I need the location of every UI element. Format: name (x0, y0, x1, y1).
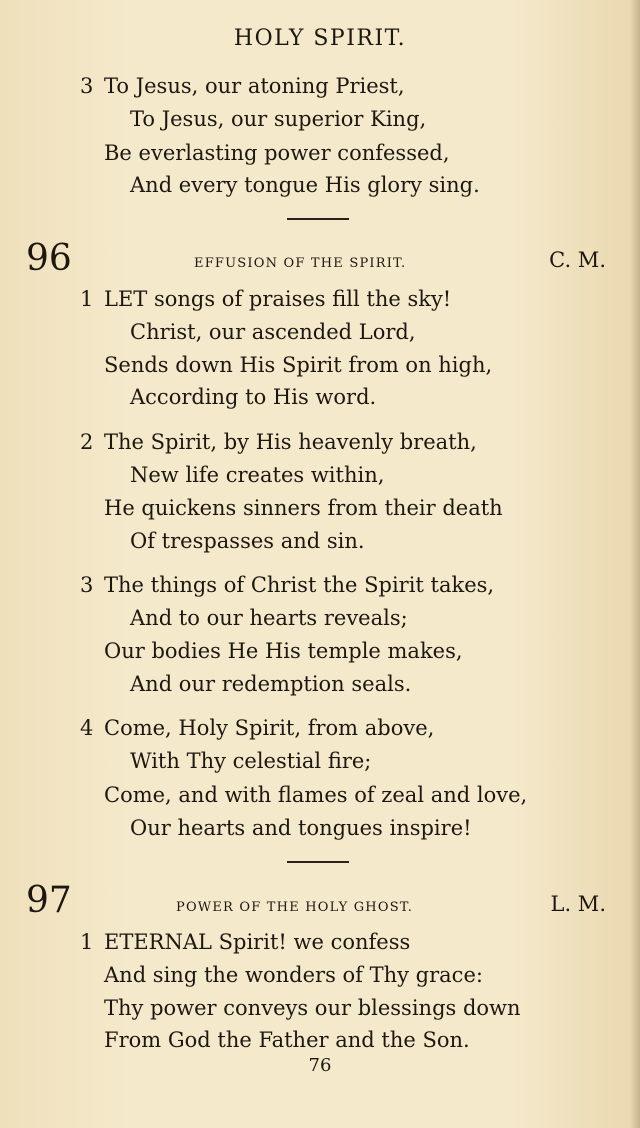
hymn-line: To Jesus, our superior King, (130, 107, 427, 131)
hymn-line: Sends down His Spirit from on high, (104, 353, 493, 377)
hymn-line: Of trespasses and sin. (130, 529, 365, 553)
stanza-number: 2 (80, 430, 94, 454)
hymn-number: 97 (26, 880, 72, 921)
hymn-line: Thy power conveys our blessings down (104, 996, 521, 1020)
hymn-line: Be everlasting power confessed, (104, 141, 450, 165)
hymn-line: He quickens sinners from their death (104, 496, 503, 520)
stanza-number: 4 (80, 716, 94, 740)
hymn-line: Our hearts and tongues inspire! (130, 816, 472, 840)
hymn-title: POWER OF THE HOLY GHOST. (176, 900, 414, 915)
section-divider (287, 218, 349, 220)
hymn-line: New life creates within, (130, 463, 385, 487)
hymn-line: With Thy celestial fire; (130, 749, 372, 773)
hymn-line: The things of Christ the Spirit takes, (104, 573, 495, 597)
hymn-line: And to our hearts reveals; (130, 606, 408, 630)
stanza-number: 1 (80, 930, 94, 954)
hymn-line: Come, Holy Spirit, from above, (104, 716, 435, 740)
hymn-line: And our redemption seals. (130, 672, 412, 696)
hymn-line: And every tongue His glory sing. (130, 173, 480, 197)
hymn-line: To Jesus, our atoning Priest, (104, 74, 405, 98)
hymn-line: Come, and with flames of zeal and love, (104, 783, 528, 807)
stanza-number: 3 (80, 74, 94, 98)
hymn-line: Christ, our ascended Lord, (130, 320, 416, 344)
hymn-line: From God the Father and the Son. (104, 1028, 470, 1052)
hymn-title: EFFUSION OF THE SPIRIT. (194, 256, 407, 271)
hymn-line: Our bodies He His temple makes, (104, 639, 463, 663)
page-number: 76 (308, 1055, 332, 1076)
section-divider (287, 861, 349, 863)
page-edge-shadow (630, 0, 640, 1128)
hymn-line: The Spirit, by His heavenly breath, (104, 430, 477, 454)
hymn-number: 96 (26, 238, 72, 279)
hymn-line: According to His word. (130, 385, 377, 409)
running-header: HOLY SPIRIT. (233, 26, 407, 51)
stanza-number: 1 (80, 287, 94, 311)
stanza-number: 3 (80, 573, 94, 597)
hymn-meter: L. M. (550, 892, 606, 916)
hymn-line: And sing the wonders of Thy grace: (104, 963, 483, 987)
hymn-line: ETERNAL Spirit! we confess (104, 930, 411, 954)
hymn-meter: C. M. (549, 248, 606, 272)
hymn-line: LET songs of praises fill the sky! (104, 287, 452, 311)
